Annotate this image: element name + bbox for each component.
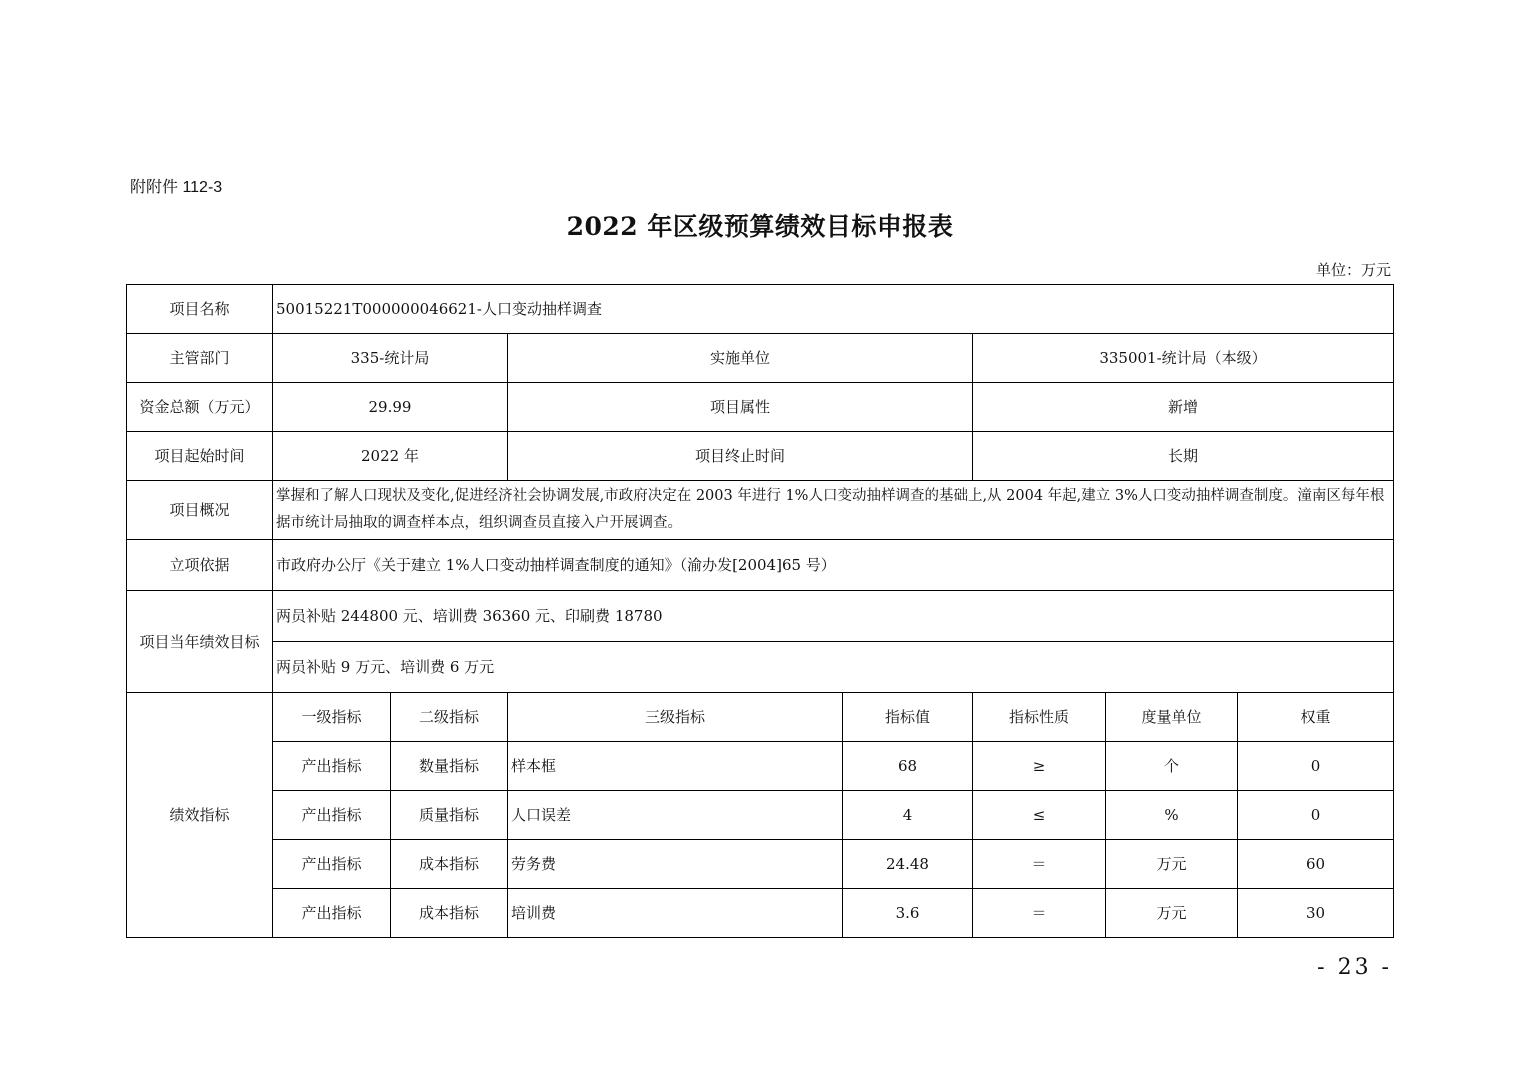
weight-cell: 60 [1238,840,1394,889]
budget-form-table [126,284,1394,938]
overview-value: 掌握和了解人口现状及变化,促进经济社会协调发展,市政府决定在 2003 年进行 1%人口变动抽样调查的基础上,从 2004 年起,建立 3%人口变动抽样调查制度。潼南区每年根据市统计局抽取的调查样本点，组织调查员直接入户开展调查。 [273,481,1394,540]
value-cell: 3.6 [843,889,973,938]
project-name-label: 项目名称 [127,285,273,334]
end-time-value: 长期 [973,432,1394,481]
level3-cell: 人口误差 [508,791,843,840]
nature-cell: ≤ [973,791,1106,840]
page-title: 2022 年区级预算绩效目标申报表 [566,212,954,241]
row-basis [127,540,1394,591]
indicator-header-value: 指标值 [843,693,973,742]
indicator-header-nature: 指标性质 [973,693,1106,742]
unit-cell: % [1106,791,1238,840]
table-row [127,840,1394,889]
project-attr-value: 新增 [973,383,1394,432]
level1-cell: 产出指标 [273,840,391,889]
attachment-label: 附附件 112-3 [130,179,223,196]
table-row [127,791,1394,840]
level3-cell: 培训费 [508,889,843,938]
start-time-value: 2022 年 [273,432,508,481]
start-time-label: 项目起始时间 [127,432,273,481]
goal-value-2: 两员补贴 9 万元、培训费 6 万元 [273,642,1394,693]
weight-cell: 0 [1238,742,1394,791]
indicator-header-level3: 三级指标 [508,693,843,742]
project-name-value: 50015221T000000046621-人口变动抽样调查 [273,285,1394,334]
indicator-header-level1: 一级指标 [273,693,391,742]
fund-value: 29.99 [273,383,508,432]
goal-label: 项目当年绩效目标 [127,591,273,693]
indicator-header-unit: 度量单位 [1106,693,1238,742]
goal-value-1: 两员补贴 244800 元、培训费 36360 元、印刷费 18780 [273,591,1394,642]
level3-cell: 劳务费 [508,840,843,889]
row-goal-1 [127,591,1394,642]
value-cell: 24.48 [843,840,973,889]
fund-label: 资金总额（万元） [127,383,273,432]
level2-cell: 成本指标 [391,840,508,889]
level1-cell: 产出指标 [273,791,391,840]
level2-cell: 成本指标 [391,889,508,938]
weight-cell: 30 [1238,889,1394,938]
unit-cell: 万元 [1106,840,1238,889]
dept-value: 335-统计局 [273,334,508,383]
impl-unit-label: 实施单位 [508,334,973,383]
row-department [127,334,1394,383]
end-time-label: 项目终止时间 [508,432,973,481]
project-attr-label: 项目属性 [508,383,973,432]
indicator-header-row [127,693,1394,742]
row-goal-2 [127,642,1394,693]
overview-label: 项目概况 [127,481,273,540]
dept-label: 主管部门 [127,334,273,383]
level3-cell: 样本框 [508,742,843,791]
level2-cell: 数量指标 [391,742,508,791]
level1-cell: 产出指标 [273,889,391,938]
weight-cell: 0 [1238,791,1394,840]
row-project-name [127,285,1394,334]
row-time [127,432,1394,481]
unit-cell: 万元 [1106,889,1238,938]
row-fund [127,383,1394,432]
unit-cell: 个 [1106,742,1238,791]
level1-cell: 产出指标 [273,742,391,791]
table-row [127,742,1394,791]
nature-cell: ＝ [973,889,1106,938]
nature-cell: ＝ [973,840,1106,889]
indicator-header-weight: 权重 [1238,693,1394,742]
value-cell: 68 [843,742,973,791]
level2-cell: 质量指标 [391,791,508,840]
row-overview [127,481,1394,540]
basis-value: 市政府办公厅《关于建立 1%人口变动抽样调查制度的通知》（渝办发[2004]65 号） [273,540,1394,591]
unit-label: 单位：万元 [1315,261,1391,279]
nature-cell: ≥ [973,742,1106,791]
basis-label: 立项依据 [127,540,273,591]
table-row [127,889,1394,938]
impl-unit-value: 335001-统计局（本级） [973,334,1394,383]
indicators-label: 绩效指标 [127,693,273,938]
page-number: - 23 - [1317,955,1392,980]
value-cell: 4 [843,791,973,840]
indicator-header-level2: 二级指标 [391,693,508,742]
